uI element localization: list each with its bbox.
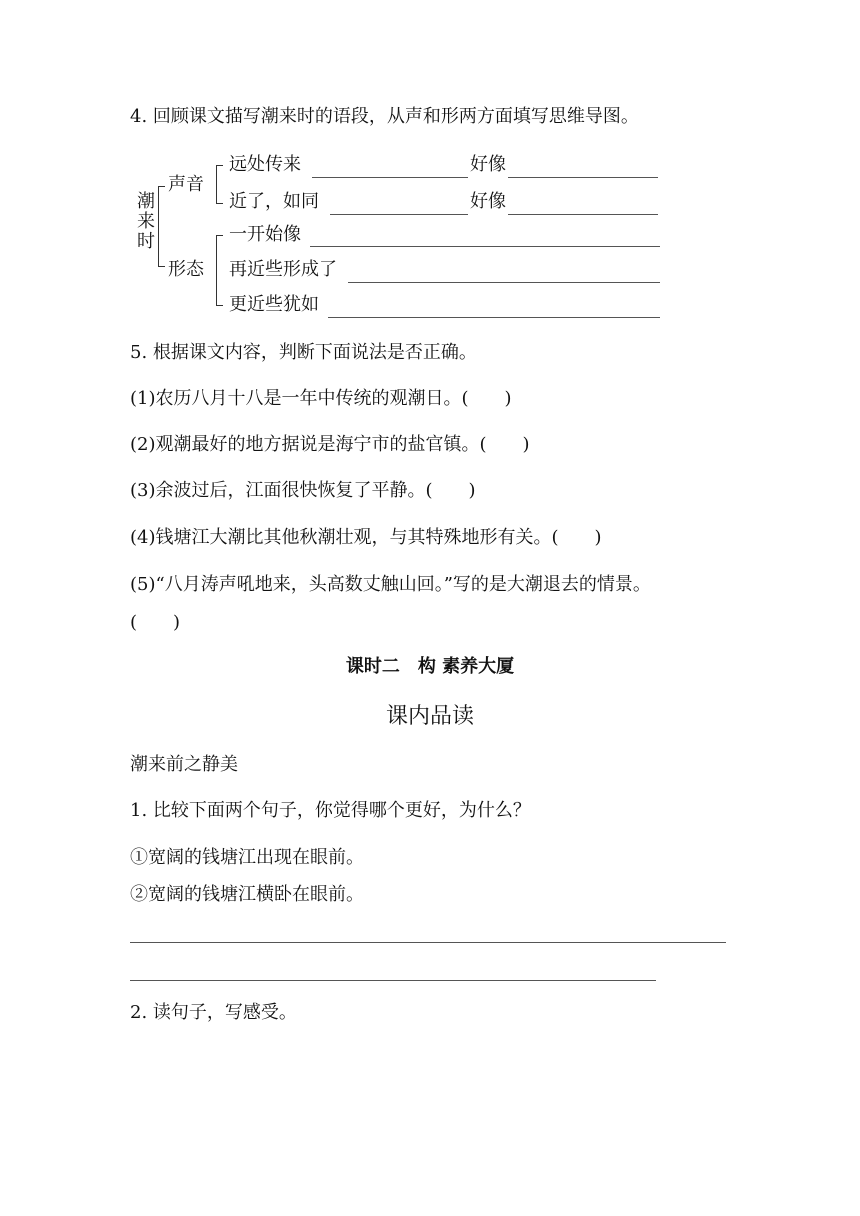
section-topic: 潮来前之静美 [130, 754, 238, 775]
answer-line-2[interactable] [130, 980, 656, 981]
shape-bracket-bottom [216, 305, 223, 306]
sound-bracket-bottom [216, 203, 223, 204]
problem-2-prompt: 2. 读句子，写感受。 [130, 1002, 297, 1023]
q5-item-2: (2)观潮最好的地方据说是海宁市的盐官镇。( ) [130, 434, 530, 455]
root-bracket [158, 186, 159, 266]
problem-1-sentence-2: ②宽阔的钱塘江横卧在眼前。 [130, 884, 364, 905]
sound-label: 声音 [168, 174, 204, 195]
sound-row1-blank-a[interactable] [312, 177, 468, 178]
problem-1-prompt: 1. 比较下面两个句子，你觉得哪个更好，为什么？ [130, 800, 531, 821]
mind-map-root-label: 潮来时 [137, 191, 155, 252]
shape-row3: 更近些犹如 [229, 294, 319, 315]
sound-row1-b: 好像 [470, 154, 506, 175]
shape-row3-blank[interactable] [328, 317, 660, 318]
answer-line-1[interactable] [130, 942, 726, 943]
mind-map-root [136, 192, 156, 252]
sound-row1-a: 远处传来 [229, 154, 301, 175]
question-4-prompt: 4. 回顾课文描写潮来时的语段，从声和形两方面填写思维导图。 [130, 106, 639, 127]
sound-row2-a: 近了，如同 [229, 191, 319, 212]
root-bracket-top [158, 186, 165, 187]
section-subtitle: 课内品读 [385, 704, 474, 729]
question-5-prompt: 5. 根据课文内容，判断下面说法是否正确。 [130, 342, 477, 363]
problem-1-sentence-1: ①宽阔的钱塘江出现在眼前。 [130, 847, 364, 868]
sound-row2-blank-a[interactable] [330, 214, 468, 215]
q5-item-5-answer: ( ) [130, 612, 181, 633]
q5-item-3: (3)余波过后，江面很快恢复了平静。( ) [130, 480, 476, 501]
sound-row1-blank-b[interactable] [508, 177, 658, 178]
shape-bracket-top [216, 235, 223, 236]
sound-row2-blank-b[interactable] [508, 214, 658, 215]
shape-row1-blank[interactable] [310, 246, 660, 247]
shape-row2-blank[interactable] [348, 282, 660, 283]
q5-item-4: (4)钱塘江大潮比其他秋潮壮观，与其特殊地形有关。( ) [130, 527, 602, 548]
sound-bracket [216, 165, 217, 203]
root-bracket-bottom [158, 266, 165, 267]
shape-label: 形态 [168, 259, 204, 280]
shape-row1: 一开始像 [229, 224, 301, 245]
q5-item-1: (1)农历八月十八是一年中传统的观潮日。( ) [130, 388, 512, 409]
sound-row2-b: 好像 [470, 191, 506, 212]
section-title: 课时二 构 素养大厦 [345, 656, 515, 677]
q5-item-5: (5)“八月涛声吼地来，头高数丈触山回。”写的是大潮退去的情景。 [130, 574, 651, 595]
shape-row2: 再近些形成了 [229, 259, 337, 280]
shape-bracket [216, 235, 217, 305]
sound-bracket-top [216, 165, 223, 166]
